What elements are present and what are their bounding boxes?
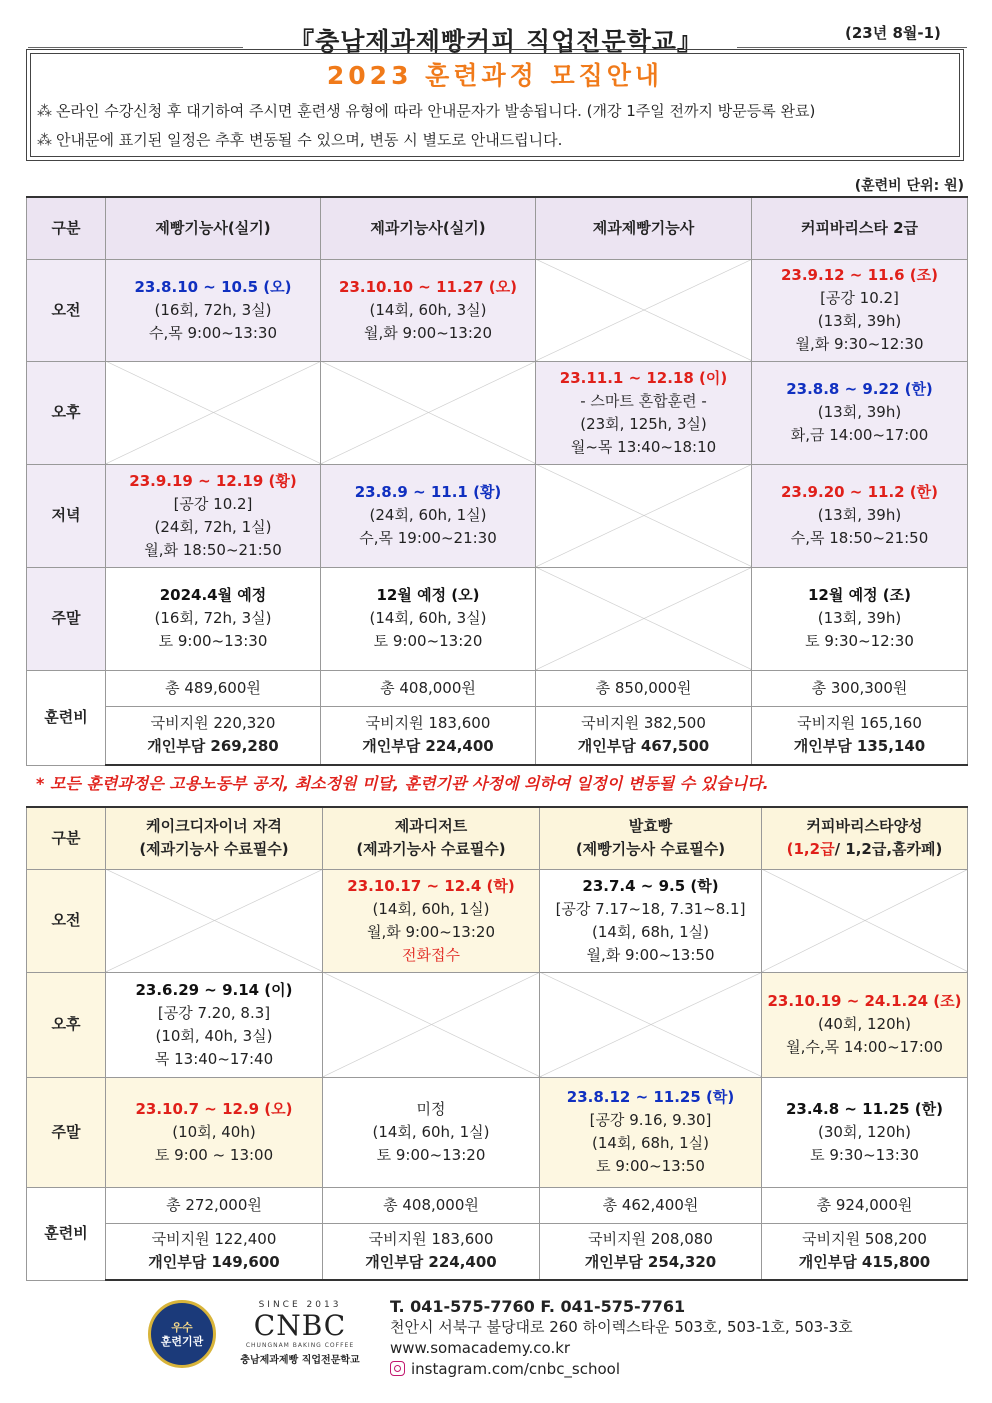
schedule-dates: 23.4.8 ~ 11.25 (한) [785, 1099, 944, 1118]
schedule-detail: 화,금 14:00~17:00 [790, 426, 929, 444]
schedule-detail: (24회, 60h, 1실) [369, 506, 487, 524]
schedule-dates: 23.10.17 ~ 12.4 (학) [347, 876, 515, 895]
page-subtitle: 2023 훈련과정 모집안내 [326, 61, 664, 90]
schedule-detail: [공강 7.17~18, 7.31~8.1] [555, 899, 746, 918]
schedule-dates: 미정 [416, 1099, 446, 1118]
schedule-detail: (30회, 120h) [818, 1122, 911, 1141]
schedule-detail: (13회, 39h) [817, 403, 902, 421]
header-cell: 커피바리스타양성 (1,2급/ 1,2급,홈카페) [762, 807, 968, 869]
schedule-detail: (14회, 60h, 1실) [372, 899, 490, 918]
schedule-detail: [공강 10.2] [820, 289, 899, 307]
schedule-detail: 월,화 9:00~13:20 [364, 323, 492, 342]
schedule-cell [762, 1077, 968, 1187]
schedule-cell [321, 259, 536, 361]
schedule-cell [752, 464, 968, 567]
schedule-cell [540, 1077, 762, 1187]
fee-split: 국비지원 382,500 개인부담 467,500 [536, 706, 752, 765]
schedule-cell [752, 259, 968, 361]
fee-split: 국비지원 220,320 개인부담 269,280 [106, 706, 321, 765]
table-row [27, 361, 968, 464]
table-header-row [27, 807, 968, 869]
schedule-detail: [공강 9.16, 9.30] [589, 1111, 712, 1129]
empty-cell [762, 869, 968, 972]
header-cell: 제과디저트 (제과기능사 수료필수) [323, 807, 540, 869]
schedule-detail: 토 9:00~13:20 [376, 1145, 486, 1164]
bullet-icon: ⁂ [37, 102, 52, 120]
schedule-dates: 23.8.10 ~ 10.5 (오) [134, 277, 292, 296]
schedule-cell [752, 361, 968, 464]
row-label: 훈련비 [27, 670, 106, 765]
disclaimer-text: * 모든 훈련과정은 고용노동부 공지, 최소정원 미달, 훈련기관 사정에 의하여 일정이 변동될 수 있습니다. [36, 774, 769, 793]
schedule-detail: (14회, 60h, 3실) [369, 609, 487, 627]
edition-label: (23년 8월-1) [845, 24, 941, 42]
table-row [27, 567, 968, 670]
schedule-cell [106, 464, 321, 567]
schedule-dates: 23.10.10 ~ 11.27 (오) [339, 277, 517, 296]
instagram-link[interactable]: instagram.com/cnbc_school [390, 1359, 853, 1380]
table-row [27, 869, 968, 972]
schedule-dates: 23.8.8 ~ 9.22 (한) [786, 380, 933, 398]
phone-registration-note: 전화접수 [402, 945, 460, 964]
schedule-detail: 수,목 9:00~13:30 [149, 323, 277, 342]
schedule-detail: (14회, 68h, 1실) [592, 922, 709, 941]
schedule-dates: 23.11.1 ~ 12.18 (이) [559, 368, 728, 387]
schedule-dates: 23.8.12 ~ 11.25 (학) [566, 1088, 735, 1106]
table-row [27, 972, 968, 1077]
row-label: 훈련비 [27, 1187, 106, 1280]
award-badge: 우수 훈련기관 [148, 1300, 216, 1368]
row-label: 오후 [27, 972, 106, 1077]
empty-cell [106, 361, 321, 464]
schedule-detail: 토 9:00~13:20 [373, 632, 483, 650]
schedule-cell [762, 972, 968, 1077]
empty-cell [536, 259, 752, 361]
schedule-cell [323, 869, 540, 972]
schedule-detail: 목 13:40~17:40 [154, 1049, 274, 1068]
schedule-detail: (16회, 72h, 3실) [154, 300, 272, 319]
row-label: 오후 [27, 361, 106, 464]
fee-total: 총 408,000원 [323, 1187, 540, 1223]
row-label: 오전 [27, 869, 106, 972]
schedule-detail: (40회, 120h) [818, 1015, 911, 1033]
address: 천안시 서북구 불당대로 260 하이렉스타운 503호, 503-1호, 503-3호 [390, 1318, 853, 1336]
fee-total: 총 408,000원 [321, 670, 536, 706]
schedule-cell [540, 869, 762, 972]
fee-split-row [27, 1223, 968, 1280]
empty-cell [323, 972, 540, 1077]
schedule-detail: (13회, 39h) [817, 506, 902, 524]
schedule-detail: 수,목 18:50~21:50 [790, 529, 929, 547]
fee-split: 국비지원 208,080 개인부담 254,320 [540, 1223, 762, 1280]
schedule-dates: 23.6.29 ~ 9.14 (이) [135, 980, 293, 999]
fee-total-row [27, 670, 968, 706]
schedule-cell [536, 361, 752, 464]
header-cell: 제과제빵기능사 [536, 197, 752, 259]
fee-total: 총 489,600원 [106, 670, 321, 706]
table-row [27, 464, 968, 567]
fee-total: 총 272,000원 [106, 1187, 323, 1223]
schedule-detail: (14회, 68h, 1실) [592, 1134, 709, 1152]
schedule-dates: 23.8.9 ~ 11.1 (황) [354, 483, 502, 501]
course-table-1 [26, 196, 968, 766]
schedule-cell [106, 259, 321, 361]
schedule-detail: [공강 7.20, 8.3] [157, 1003, 271, 1022]
schedule-cell [106, 972, 323, 1077]
schedule-detail: 토 9:00~13:30 [158, 632, 268, 650]
header-cell: 구분 [27, 807, 106, 869]
schedule-dates: 23.10.7 ~ 12.9 (오) [135, 1099, 293, 1118]
fee-total: 총 462,400원 [540, 1187, 762, 1223]
header-cell: 커피바리스타 2급 [752, 197, 968, 259]
fee-split: 국비지원 165,160 개인부담 135,140 [752, 706, 968, 765]
empty-cell [536, 464, 752, 567]
phone-fax: T. 041-575-7760 F. 041-575-7761 [390, 1297, 686, 1316]
fee-split-row [27, 706, 968, 765]
empty-cell [536, 567, 752, 670]
schedule-detail: (16회, 72h, 3실) [154, 609, 272, 627]
bullet-icon: ⁂ [37, 131, 52, 149]
notice-box [26, 49, 964, 161]
schedule-detail: (10회, 40h) [172, 1122, 256, 1141]
fee-unit-label: (훈련비 단위: 원) [854, 178, 964, 194]
schedule-detail: 월,화 9:00~13:50 [586, 945, 715, 964]
fee-split: 국비지원 508,200 개인부담 415,800 [762, 1223, 968, 1280]
schedule-detail: 수,목 19:00~21:30 [359, 529, 497, 547]
fee-total: 총 924,000원 [762, 1187, 968, 1223]
table-header-row [27, 197, 968, 259]
notice-line: ⁂ 안내문에 표기된 일정은 추후 변동될 수 있으며, 변동 시 별도로 안내드립니다. [37, 131, 563, 149]
schedule-cell [752, 567, 968, 670]
schedule-detail: 토 9:30~12:30 [805, 632, 914, 650]
schedule-detail: 토 9:00 ~ 13:00 [154, 1145, 274, 1164]
schedule-detail: 토 9:00~13:50 [596, 1157, 705, 1175]
row-label: 주말 [27, 567, 106, 670]
instagram-icon [390, 1361, 405, 1376]
contact-block [390, 1296, 853, 1380]
page-title: 『충남제과제빵커피 직업전문학교』 [289, 27, 703, 56]
header-cell: 구분 [27, 197, 106, 259]
schedule-detail: [공강 10.2] [173, 494, 253, 513]
schedule-cell [321, 464, 536, 567]
schedule-detail: 월,화 9:30~12:30 [795, 335, 924, 353]
schedule-dates: 23.7.4 ~ 9.5 (학) [582, 876, 719, 895]
schedule-detail: (10회, 40h, 3실) [155, 1026, 273, 1045]
schedule-dates: 23.9.12 ~ 11.6 (조) [780, 266, 939, 284]
schedule-detail: 월,수,목 14:00~17:00 [786, 1038, 943, 1056]
empty-cell [106, 869, 323, 972]
header-cell: 제빵기능사(실기) [106, 197, 321, 259]
schedule-detail: 월,화 9:00~13:20 [367, 922, 495, 941]
header-cell: 케이크디자이너 자격 (제과기능사 수료필수) [106, 807, 323, 869]
fee-total: 총 300,300원 [752, 670, 968, 706]
schedule-detail: (14회, 60h, 3실) [369, 300, 487, 319]
schedule-dates: 12월 예정 (오) [376, 586, 480, 604]
fee-total-row [27, 1187, 968, 1223]
schedule-cell [106, 567, 321, 670]
schedule-dates: 23.9.19 ~ 12.19 (황) [129, 471, 297, 490]
fee-split: 국비지원 183,600 개인부담 224,400 [321, 706, 536, 765]
website-link[interactable]: www.somacademy.co.kr [390, 1339, 571, 1357]
row-label: 오전 [27, 259, 106, 361]
schedule-detail: 월,화 18:50~21:50 [144, 540, 282, 559]
schedule-detail: (14회, 60h, 1실) [372, 1122, 490, 1141]
schedule-detail: 토 9:30~13:30 [810, 1145, 919, 1164]
row-label: 주말 [27, 1077, 106, 1187]
schedule-dates: 23.9.20 ~ 11.2 (한) [780, 483, 939, 501]
empty-cell [321, 361, 536, 464]
fee-split: 국비지원 122,400 개인부담 149,600 [106, 1223, 323, 1280]
fee-total: 총 850,000원 [536, 670, 752, 706]
schedule-detail: (13회, 39h) [817, 312, 902, 330]
schedule-detail: - 스마트 혼합훈련 - [580, 391, 707, 410]
row-label: 저녁 [27, 464, 106, 567]
header-cell: 제과기능사(실기) [321, 197, 536, 259]
schedule-dates: 23.10.19 ~ 24.1.24 (조) [767, 992, 962, 1010]
course-table-2 [26, 806, 968, 1281]
schedule-dates: 2024.4월 예정 [159, 586, 267, 604]
header-cell: 발효빵 (제빵기능사 수료필수) [540, 807, 762, 869]
schedule-detail: 월~목 13:40~18:10 [570, 437, 717, 456]
schedule-cell [321, 567, 536, 670]
school-logo: SINCE 2013 CNBC CHUNGNAM BAKING COFFEE 충남제과제빵 직업전문학교 [240, 1300, 360, 1366]
empty-cell [540, 972, 762, 1077]
schedule-detail: (24회, 72h, 1실) [154, 517, 272, 536]
table-row [27, 259, 968, 361]
schedule-detail: (23회, 125h, 3실) [580, 414, 707, 433]
table-row [27, 1077, 968, 1187]
schedule-cell [323, 1077, 540, 1187]
schedule-dates: 12월 예정 (조) [808, 586, 911, 604]
schedule-detail: (13회, 39h) [817, 609, 902, 627]
schedule-cell [106, 1077, 323, 1187]
fee-split: 국비지원 183,600 개인부담 224,400 [323, 1223, 540, 1280]
notice-line: ⁂ 온라인 수강신청 후 대기하여 주시면 훈련생 유형에 따라 안내문자가 발송됩니다. (개강 1주일 전까지 방문등록 완료) [37, 102, 816, 120]
